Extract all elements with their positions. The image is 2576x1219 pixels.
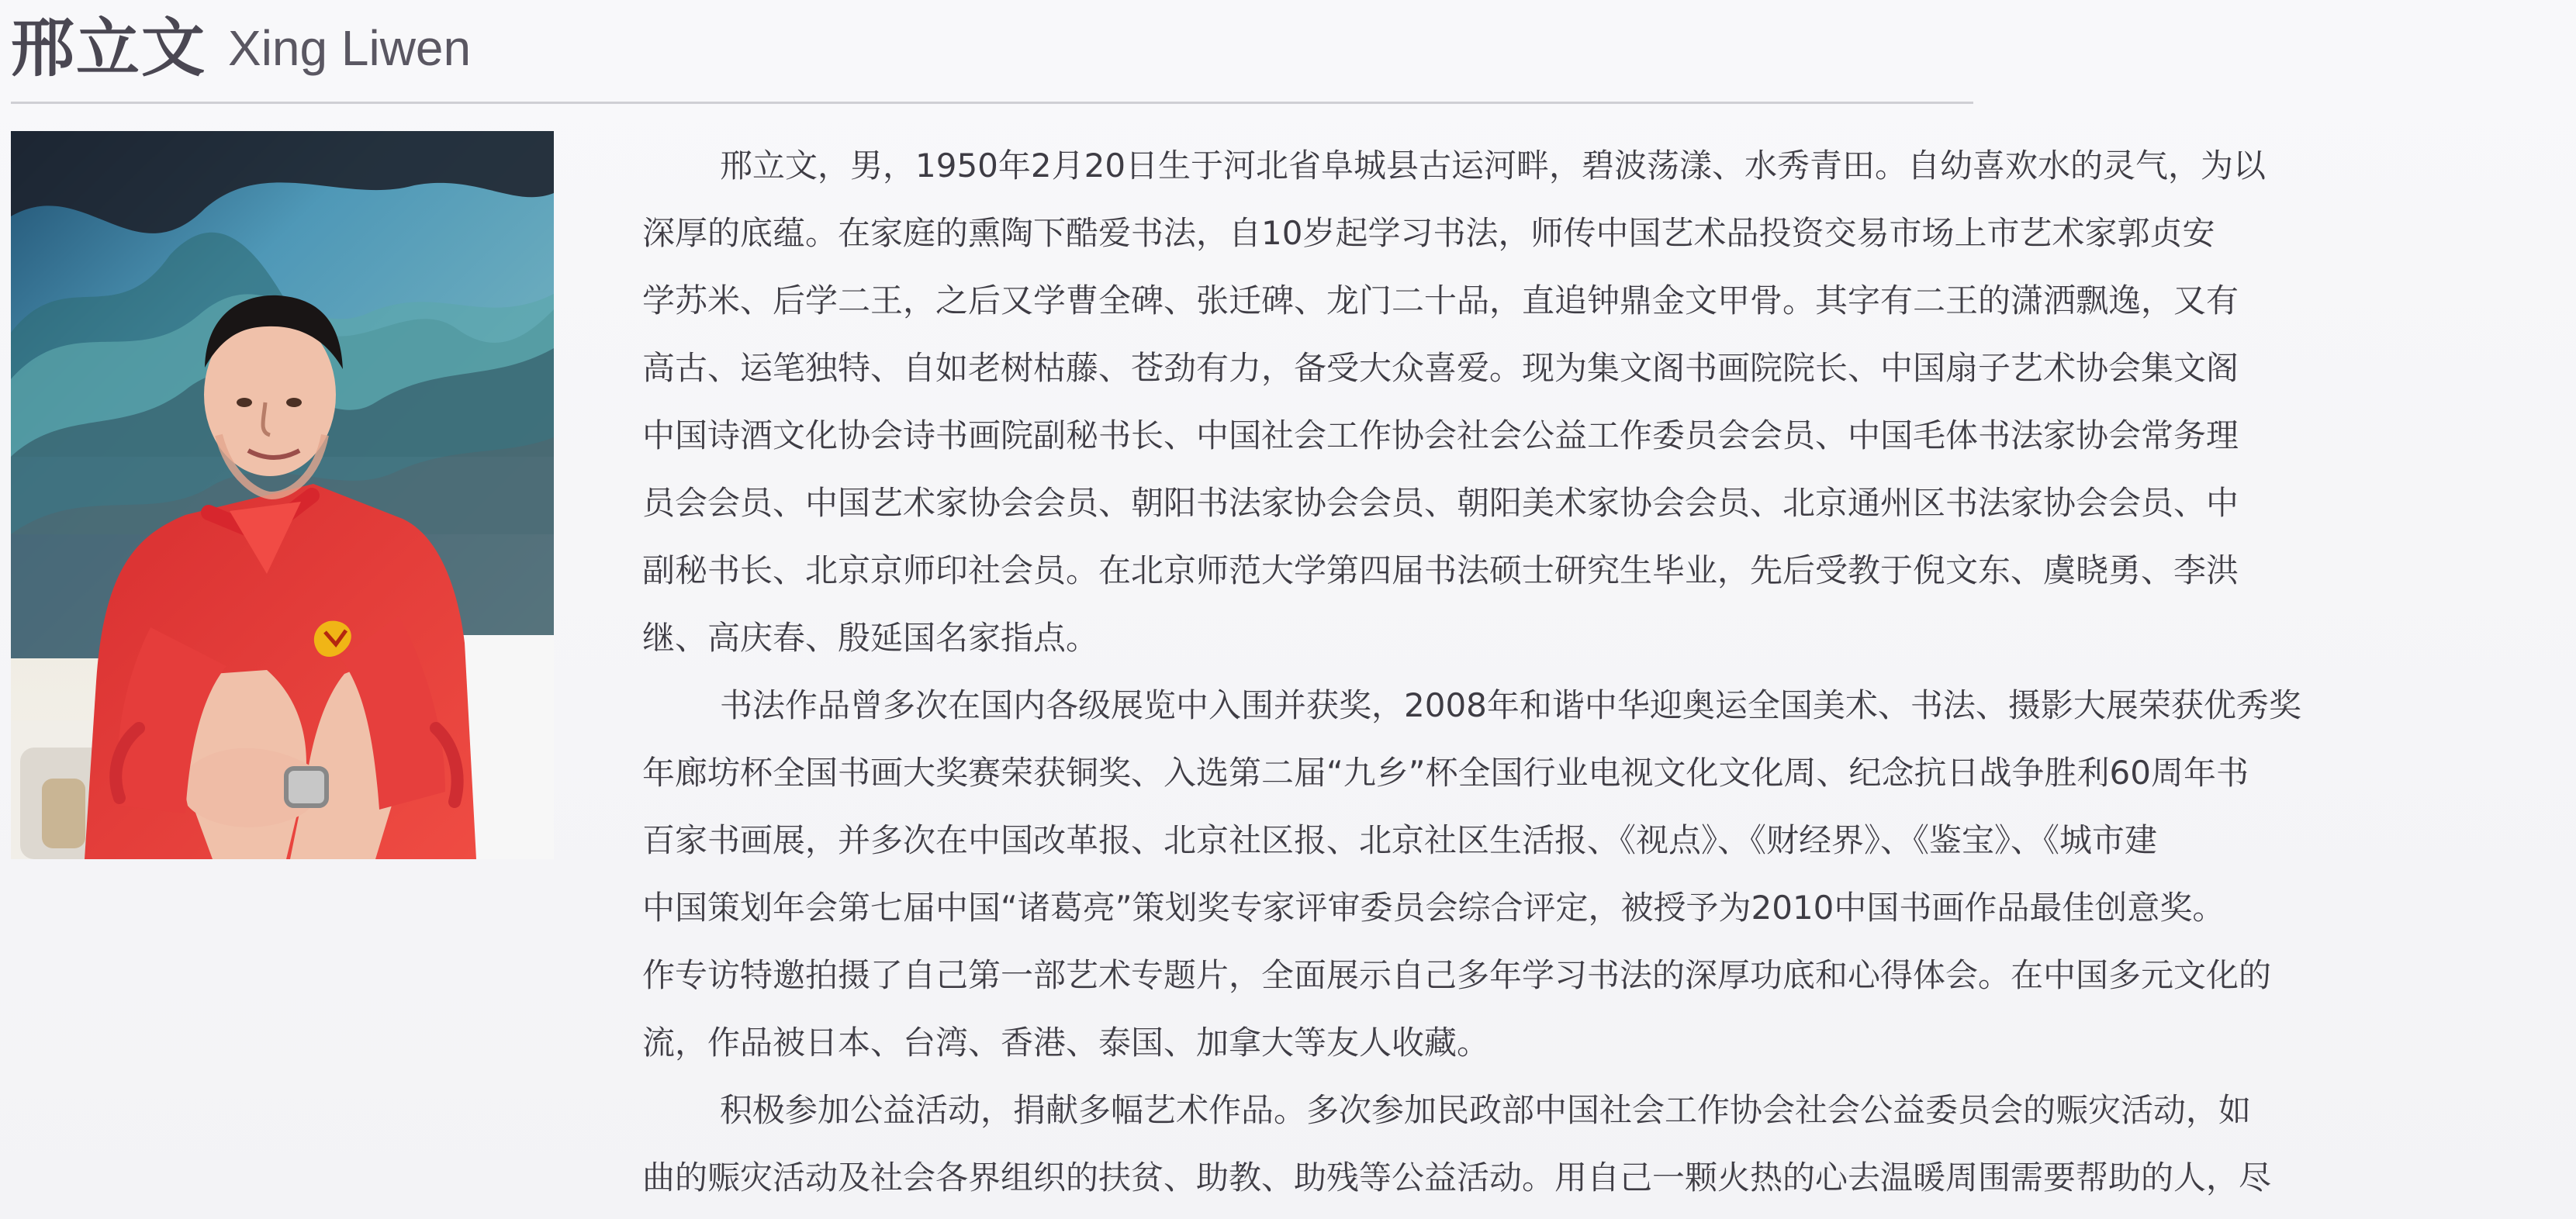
biography-line: 积极参加公益活动，捐献多幅艺术作品。多次参加民政部中国社会工作协会社会公益委员会的赈灾活动，如 xyxy=(720,1091,2252,1129)
biography-line: 邢立文，男，1950年2月20日生于河北省阜城县古运河畔，碧波荡漾、水秀青田。自幼喜欢水的灵气，为以 xyxy=(720,147,2267,185)
biography-paragraph-1 xyxy=(642,132,2576,672)
page-title xyxy=(11,0,471,85)
biography-line: 高古、运笔独特、自如老树枯藤、苍劲有力，备受大众喜爱。现为集文阁书画院院长、中国扇子艺术协会集文阁 xyxy=(642,349,2239,387)
biography-paragraph-3 xyxy=(642,1076,2576,1211)
biography-line: 中国策划年会第七届中国“诸葛亮”策划奖专家评审委员会综合评定，被授予为2010中国书画作品最佳创意奖。 xyxy=(642,889,2225,927)
biography-paragraph-2 xyxy=(642,672,2576,1076)
biography-line: 员会会员、中国艺术家协会会员、朝阳书法家协会会员、朝阳美术家协会会员、北京通州区书法家协会会员、中 xyxy=(642,484,2239,522)
portrait-photo xyxy=(11,131,554,859)
biography-line: 年廊坊杯全国书画大奖赛荣获铜奖、入选第二届“九乡”杯全国行业电视文化文化周、纪念抗日战争胜利60周年书 xyxy=(642,754,2249,792)
biography-line: 作专访特邀拍摄了自己第一部艺术专题片，全面展示自己多年学习书法的深厚功底和心得体会。在中国多元文化的 xyxy=(642,956,2272,994)
biography-line: 继、高庆春、殷延国名家指点。 xyxy=(642,619,1099,657)
biography-line: 百家书画展，并多次在中国改革报、北京社区报、北京社区生活报、《视点》、《财经界》、《鉴宝》、《城市建 xyxy=(642,821,2158,859)
biography-line: 中国诗酒文化协会诗书画院副秘书长、中国社会工作协会社会公益工作委员会会员、中国毛体书法家协会常务理 xyxy=(642,416,2239,454)
biography-line: 学苏米、后学二王，之后又学曹全碑、张迁碑、龙门二十品，直追钟鼎金文甲骨。其字有二王的潇洒飘逸，又有 xyxy=(642,281,2239,319)
title-english-name: Xing Liwen xyxy=(228,20,472,76)
biography-line: 深厚的底蕴。在家庭的熏陶下酷爱书法，自10岁起学习书法，师传中国艺术品投资交易市场上市艺术家郭贞安 xyxy=(642,214,2215,252)
biography-line: 流，作品被日本、台湾、香港、泰国、加拿大等友人收藏。 xyxy=(642,1024,1490,1062)
biography-text xyxy=(642,132,2576,1219)
title-divider xyxy=(11,102,1973,104)
biography-line: 书法作品曾多次在国内各级展览中入围并获奖，2008年和谐中华迎奥运全国美术、书法、摄影大展荣获优秀奖 xyxy=(720,686,2301,724)
biography-line: 曲的赈灾活动及社会各界组织的扶贫、助教、助残等公益活动。用自己一颗火热的心去温暖周围需要帮助的人，尽 xyxy=(642,1159,2272,1197)
portrait-illustration xyxy=(11,131,554,859)
biography-line: 副秘书长、北京京师印社会员。在北京师范大学第四届书法硕士研究生毕业，先后受教于倪文东、虞晓勇、李洪 xyxy=(642,551,2239,589)
title-chinese-name: 邢立文 xyxy=(11,10,207,85)
